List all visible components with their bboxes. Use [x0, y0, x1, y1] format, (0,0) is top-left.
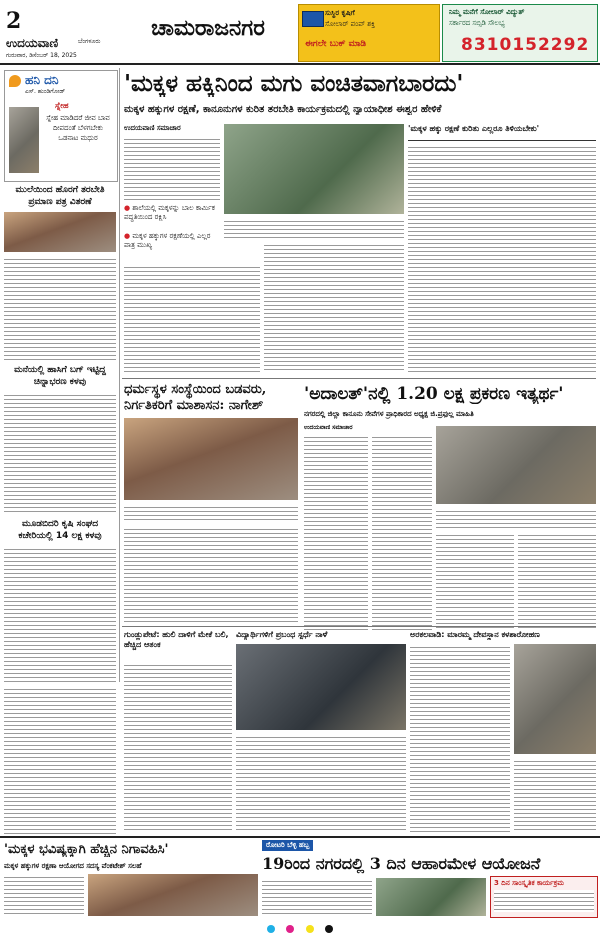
gundlupet-headline: ಗುಂಡ್ಲುಪೇಟೆ: ಹುಲಿ ದಾಳಿಗೆ ಮೇಕೆ ಬಲಿ, ಹೆಚ್ಚಿದ ಆತಂಕ	[124, 630, 229, 649]
temple-photo	[514, 644, 596, 754]
adalat-byline: ಉದಯವಾಣಿ ಸಮಾಚಾರ	[304, 424, 353, 431]
temple-photo-caption	[514, 758, 596, 832]
dharmasthala-body	[124, 526, 298, 622]
lead-bullet-2-text: ಮಕ್ಕಳ ಹಕ್ಕುಗಳ ರಕ್ಷಣೆಯಲ್ಲಿ ಎಲ್ಲರ ಪಾತ್ರ ಮುಖ್ಯ	[124, 232, 211, 249]
left-story-2-headline: ಮನೆಯಲ್ಲಿ ಹಾಸಿಗೆ ಬಗ್ ಇಟ್ಟಿದ್ದ ಚಿನ್ನಾಭರಣ ಕಳವು	[14, 365, 106, 387]
poem-title: ಸ್ನೇಹ	[55, 101, 69, 110]
adalat-body-3	[436, 532, 514, 630]
vidyarthi-body	[236, 734, 406, 832]
lead-body-right	[408, 144, 596, 372]
lead-intro-text	[124, 136, 220, 200]
left-column-divider	[119, 68, 120, 682]
honey-dani-author: ಎಸ್. ಹುಂಡಿಗೋಡ್	[25, 88, 66, 95]
honey-drop-icon	[9, 75, 21, 87]
section-title: ಚಾಮರಾಜನಗರ	[151, 16, 265, 41]
edition-tag: ಬೆಂಗಳೂರು	[78, 38, 101, 45]
honey-dani-brand: ಹನಿ ದನಿ	[25, 73, 59, 87]
lead-headline: 'ಮಕ್ಕಳ ಹಕ್ಕಿನಿಂದ ಮಗು ವಂಚಿತವಾಗಬಾರದು'	[124, 70, 464, 97]
registration-marks	[0, 918, 600, 928]
vidyarthi-photo	[236, 644, 406, 730]
page-number: 2	[6, 8, 22, 34]
phone-number: 8310152292	[461, 35, 590, 55]
adalat-subhead: ನಗರದಲ್ಲಿ ಜಿಲ್ಲಾ ಕಾನೂನು ಸೇವೆಗಳ ಪ್ರಾಧಿಕಾರದ ಅಧ್ಯಕ್ಷ ಜಿ.ಪ್ರಫುಲ್ಲ ಮಾಹಿತಿ	[304, 410, 474, 418]
small-divider	[122, 626, 596, 627]
lead-main-photo	[224, 124, 404, 214]
rotary-tag: ರೋಟರಿ ಬೆಳ್ಳಿ ಹಬ್ಬ	[262, 840, 313, 851]
lead-byline: ಉದಯವಾಣಿ ಸಮಾಚಾರ	[124, 124, 181, 132]
lead-divider	[122, 378, 596, 379]
lead-body-mid	[264, 242, 404, 372]
bottom-divider	[0, 836, 600, 838]
black-dot	[325, 925, 333, 933]
bottom-main-photo	[376, 878, 486, 916]
date-line: ಗುರುವಾರ, ಡಿಸೆಂಬರ್ 18, 2025	[6, 52, 77, 59]
left-story-1-photo	[4, 212, 116, 252]
adalat-body-2	[372, 434, 432, 630]
ad-line-2: ಸೋಲಾರ್ ಪಂಪ್ ಶಕ್ತಿ	[325, 20, 375, 28]
adalat-body-1	[304, 434, 368, 630]
temple-body	[410, 644, 510, 832]
lead-bullet-1	[124, 204, 220, 222]
adalat-body-4	[518, 532, 596, 630]
culture-box-title: 3 ದಿನ ಸಾಂಸ್ಕೃತಿಕ ಕಾರ್ಯಕ್ರಮ	[494, 879, 564, 887]
lead-bullet-2	[124, 232, 220, 250]
lead-photo-caption	[224, 218, 404, 238]
dharmasthala-caption	[124, 504, 298, 522]
lead-bullet-1-text: ಶಾಲೆಯಲ್ಲಿ ಮಕ್ಕಳನ್ನು ಬಾಲ ಕಾರ್ಮಿಕ ಪದ್ಧತಿಯಿಂದ ರಕ್ಷಿಸಿ	[124, 204, 215, 221]
paper-name: ಉದಯವಾಣಿ	[6, 36, 59, 50]
adalat-photo	[436, 426, 596, 504]
culture-box	[490, 876, 598, 918]
magenta-dot	[286, 925, 294, 933]
ad-solar-pump	[298, 4, 440, 62]
left-story-3-body	[4, 546, 116, 682]
yellow-dot	[306, 925, 314, 933]
ad-right-line-1: ನಿಮ್ಮ ಮನೆಗೆ ಸೋಲಾರ್ ವಿದ್ಯುತ್	[449, 8, 525, 16]
masthead-rule	[0, 63, 600, 65]
bottom-main-body	[262, 878, 372, 916]
left-story-2-body	[4, 392, 116, 514]
poem-text: ಸ್ನೇಹ ಮಾಡಿದರೆ ಜೀವ ಬಾವ ದೀಪದಂತೆ ಬೆಳಗಬೇಕು ಒಡನಾಟ ಮಧುರ	[46, 114, 110, 142]
lead-subhead: ಮಕ್ಕಳ ಹಕ್ಕುಗಳ ರಕ್ಷಣೆ, ಕಾನೂನುಗಳ ಕುರಿತ ತರಬೇತಿ ಕಾರ್ಯಕ್ರಮದಲ್ಲಿ ನ್ಯಾಯಾಧೀಶ ಈಶ್ವರ ಹೇಳಿಕೆ	[124, 104, 442, 115]
cyan-dot	[267, 925, 275, 933]
lead-quote-box	[408, 124, 596, 141]
lead-body-left	[124, 264, 260, 372]
masthead	[0, 0, 600, 66]
temple-headline: ಅರಕಲವಾಡಿ: ಮಾರಮ್ಮ ದೇವಸ್ಥಾನ ಕಳಶಾರೋಹಣ	[410, 630, 540, 639]
bottom-left-headline: 'ಮಕ್ಕಳ ಭವಿಷ್ಯಕ್ಕಾಗಿ ಹೆಚ್ಚಿನ ನಿಗಾವಹಿಸಿ'	[4, 842, 169, 857]
left-story-1-headline: ಮುಲೆಯಿಂದ ಹೊರಗೆ ತರಬೇತಿ ಪ್ರಮಾಣ ಪತ್ರ ವಿತರಣೆ	[15, 185, 105, 207]
vidyarthi-headline: ವಿದ್ಯಾರ್ಥಿಗಳಿಗೆ ಪ್ರಬಂಧ ಸ್ಪರ್ಧೆ ನಾಳೆ	[236, 630, 328, 639]
dharmasthala-headline: ಧರ್ಮಸ್ಥಳ ಸಂಸ್ಥೆಯಿಂದ ಬಡವರು, ನಿರ್ಗತಿಕರಿಗೆ ಮಾಶಾಸನ: ನಾಗೇಶ್	[124, 382, 267, 413]
culture-box-body	[494, 890, 594, 912]
bullet-icon: ●	[124, 232, 131, 240]
poem-illustration	[9, 107, 39, 173]
adalat-photo-caption	[436, 508, 596, 528]
solar-panel-icon	[302, 11, 324, 27]
adalat-headline: 'ಅದಾಲತ್'ನಲ್ಲಿ 1.20 ಲಕ್ಷ ಪ್ರಕರಣ ಇತ್ಯರ್ಥ'	[304, 384, 564, 404]
ad-solar-home	[442, 4, 598, 62]
left-col-bottom-body	[4, 686, 116, 834]
lead-quote: 'ಮಕ್ಕಳ ಹಕ್ಕು ರಕ್ಷಣೆ ಕುರಿತು ಎಲ್ಲರೂ ತಿಳಿಯಬೇಕು'	[408, 124, 540, 133]
gundlupet-body	[124, 662, 232, 832]
bottom-left-body-1	[4, 874, 84, 916]
dharmasthala-photo	[124, 418, 298, 500]
bottom-main-headline: 19ರಿಂದ ನಗರದಲ್ಲಿ 3 ದಿನ ಆಹಾರಮೇಳ ಆಯೋಜನೆ	[262, 854, 541, 873]
left-story-3-headline: ಮೂಡಬಿದರಿ ಕೃಷಿ ಸಂಘದ ಕಚೇರಿಯಲ್ಲಿ 14 ಲಕ್ಷ ಕಳವು	[18, 519, 102, 541]
ad-right-line-2: ಸರ್ಕಾರದ ಸಬ್ಸಿಡಿ ಸೌಲಭ್ಯ	[449, 19, 505, 27]
bullet-icon: ●	[124, 204, 131, 212]
honey-dani-box	[4, 70, 118, 182]
bottom-left-photo	[88, 874, 258, 916]
ad-line-1: ಸುಸ್ಥಿರ ಕೃಷಿಗೆ	[325, 9, 355, 17]
bottom-left-subhead: ಮಕ್ಕಳ ಹಕ್ಕುಗಳ ರಕ್ಷಣಾ ಆಯೋಗದ ಸದಸ್ಯ ವೆಂಕಟೇಶ್ ಸಲಹೆ	[4, 862, 142, 870]
left-story-1-body	[4, 256, 116, 360]
ad-line-3: ಈಗಲೇ ಬುಕ್ ಮಾಡಿ	[305, 39, 367, 49]
